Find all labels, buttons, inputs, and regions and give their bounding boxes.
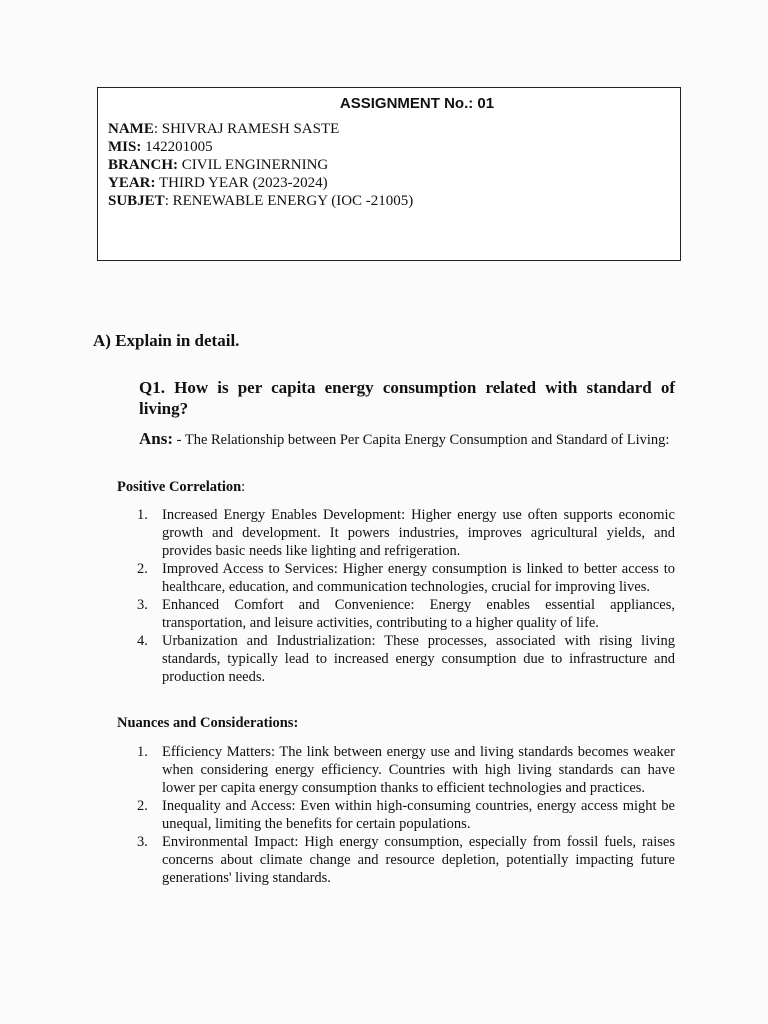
list-item bbox=[117, 632, 675, 686]
field-name bbox=[108, 120, 680, 138]
question-text: Q1. How is per capita energy consumption related with standard of living? bbox=[139, 378, 675, 418]
field-value: THIRD YEAR (2023-2024) bbox=[158, 175, 328, 191]
item-text: Environmental Impact: High energy consumption, especially from fossil fuels, raises concerns about climate change and resource depletion, potentially impacting future generations' living standards. bbox=[162, 834, 675, 886]
field-separator: : bbox=[153, 121, 162, 137]
field-key: YEAR: bbox=[108, 175, 156, 191]
field-key: BRANCH: bbox=[108, 157, 178, 173]
nuances-heading: Nuances and Considerations: bbox=[117, 715, 299, 731]
subheading-colon: : bbox=[241, 479, 246, 495]
item-text: Increased Energy Enables Development: Higher energy use often supports economic growth and development. It powers industries, improves agricultural yields, and provides basic needs like lighting and refrigeration. bbox=[162, 507, 675, 559]
item-number: 2. bbox=[137, 798, 148, 814]
item-text: Inequality and Access: Even within high-consuming countries, energy access might be unequal, limiting the benefits for certain populations. bbox=[162, 798, 675, 832]
list-item bbox=[117, 833, 675, 887]
field-subject bbox=[108, 192, 680, 210]
answer-paragraph bbox=[117, 430, 675, 449]
field-key: NAME bbox=[108, 121, 154, 137]
positive-correlation-heading bbox=[117, 479, 245, 496]
field-mis bbox=[108, 138, 680, 156]
field-key: MIS: bbox=[108, 139, 142, 155]
assignment-title: ASSIGNMENT No.: 01 bbox=[339, 95, 495, 112]
item-number: 1. bbox=[137, 507, 148, 523]
field-separator: : bbox=[164, 193, 173, 209]
answer-label: Ans: bbox=[139, 429, 174, 448]
item-text: Efficiency Matters: The link between energy use and living standards becomes weaker when considering energy efficiency. Countries with high living standards can have lower per capita energy consumption thanks to efficient technologies and practices. bbox=[162, 744, 675, 796]
answer-text: - The Relationship between Per Capita Energy Consumption and Standard of Living: bbox=[173, 432, 670, 448]
field-value: CIVIL ENGINERNING bbox=[181, 157, 329, 173]
section-heading: A) Explain in detail. bbox=[93, 331, 240, 350]
item-text: Urbanization and Industrialization: These processes, associated with rising living standards, typically lead to increased energy consumption due to infrastructure and production needs. bbox=[162, 633, 675, 685]
list-item bbox=[117, 743, 675, 797]
positive-correlation-list bbox=[117, 506, 675, 686]
list-item bbox=[117, 560, 675, 596]
item-number: 3. bbox=[137, 834, 148, 850]
item-number: 3. bbox=[137, 597, 148, 613]
item-text: Improved Access to Services: Higher energy consumption is linked to better access to healthcare, education, and communication technologies, crucial for improving lives. bbox=[162, 561, 675, 595]
field-value: RENEWABLE ENERGY (IOC -21005) bbox=[172, 193, 414, 209]
field-value: 142201005 bbox=[145, 139, 213, 155]
nuances-list bbox=[117, 743, 675, 887]
list-item bbox=[117, 797, 675, 833]
item-number: 2. bbox=[137, 561, 148, 577]
field-branch bbox=[108, 156, 680, 174]
assignment-header-box bbox=[97, 87, 681, 261]
item-text: Enhanced Comfort and Convenience: Energy enables essential appliances, transportation, and leisure activities, contributing to a higher quality of life. bbox=[162, 597, 675, 631]
item-number: 4. bbox=[137, 633, 148, 649]
list-item bbox=[117, 506, 675, 560]
subheading-text: Positive Correlation bbox=[117, 479, 242, 495]
list-item bbox=[117, 596, 675, 632]
item-number: 1. bbox=[137, 744, 148, 760]
field-year bbox=[108, 174, 680, 192]
field-value: SHIVRAJ RAMESH SASTE bbox=[161, 121, 340, 137]
field-key: SUBJET bbox=[108, 193, 165, 209]
student-details bbox=[108, 120, 680, 210]
